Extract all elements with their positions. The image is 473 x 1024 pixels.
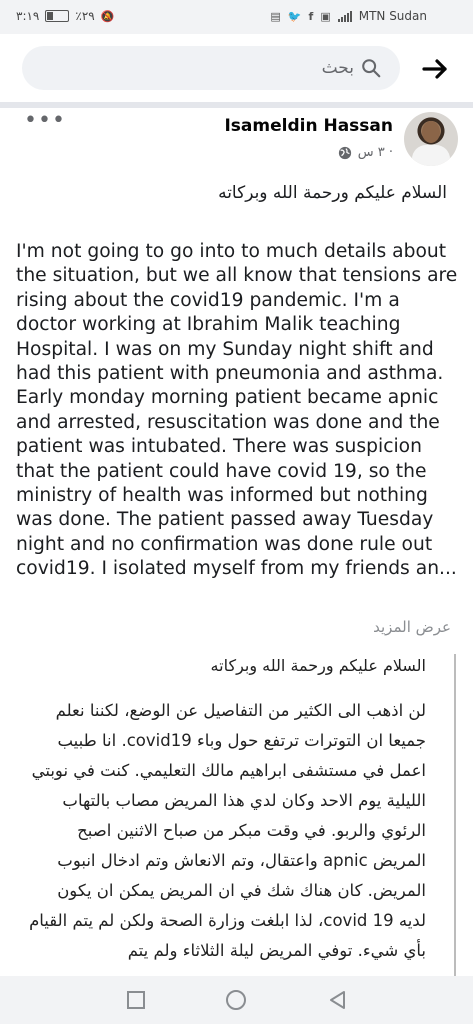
status-left: [16, 9, 114, 23]
home-icon[interactable]: [224, 988, 248, 1012]
image-edge: [454, 654, 456, 976]
search-icon: [360, 57, 382, 79]
post-time[interactable]: ٣ س ·: [357, 145, 393, 160]
search-bar[interactable]: [22, 46, 400, 90]
post-greeting: السلام عليكم ورحمة الله وبركاته: [218, 183, 447, 203]
post-author[interactable]: Isameldin Hassan: [224, 116, 393, 136]
notification-icon: ▤: [270, 9, 281, 23]
globe-icon[interactable]: [338, 146, 352, 160]
signal-icon: [338, 11, 352, 22]
battery-icon: [45, 10, 69, 22]
carrier-name: MTN Sudan: [358, 9, 427, 23]
clock: ٣:١٩: [16, 9, 40, 23]
image-body: لن اذهب الى الكثير من التفاصيل عن الوضع، لكننا نعلم جميعا ان التوترات ترتفع حول وباء covid19. انا طبيب اعمل في مستشفى ابراهيم مالك التعليمي. كنت في نوبتي الليلية يوم الاحد وكان لدي هذا المريض مصاب بالتهاب الرئوي والربو. في وقت مبكر من صباح الاثنين اصبح المريض apnic واعتقال، وتم الانعاش وتم ادخال انبوب المريض. كان هناك شك في ان المريض يمكن ان يكون لديه covid 19، لذا ابلغت وزارة الصحة ولكن لم يتم القيام بأي شيء. توفي المريض ليلة الثلاثاء ولم يتم: [29, 701, 426, 960]
recent-apps-icon[interactable]: [124, 988, 148, 1012]
twitter-icon: 🐦: [287, 9, 302, 23]
avatar-face: [422, 121, 440, 143]
mute-icon: 🔕: [100, 9, 115, 23]
more-options-icon[interactable]: •••: [24, 108, 66, 133]
back-triangle-icon[interactable]: [326, 988, 350, 1012]
gallery-icon: ▣: [320, 9, 331, 23]
battery-level: ٪٢٩: [75, 9, 95, 23]
see-more-link[interactable]: عرض المزيد: [373, 618, 451, 636]
section-divider: [0, 102, 473, 108]
post-meta: [338, 145, 393, 160]
avatar[interactable]: [404, 112, 458, 166]
back-arrow-icon[interactable]: [420, 54, 450, 84]
post-image[interactable]: [14, 648, 466, 978]
avatar-shirt: [412, 145, 450, 166]
search-input[interactable]: بحث: [321, 58, 354, 78]
post-body: I'm not going to go into to much details about the situation, but we all know that tensions are rising about the covid19 pandemic. I'm a doctor working at Ibrahim Malik teaching Hospital. I was on my Sunday night shift and had this patient with pneumonia and asthma. Early monday morning patient became apnic and arrested, resuscitation was done and the patient was intubated. There was suspicion that the patient could have covid 19, so the ministry of health was informed but nothing was done. The patient passed away Tuesday night and no confirmation was done rule out covid19. I isolated myself from my friends an...: [16, 241, 458, 580]
facebook-icon: f: [308, 9, 314, 23]
image-greeting: السلام عليكم ورحمة الله وبركاته: [210, 656, 426, 675]
status-right: [270, 9, 427, 23]
status-bar: [0, 0, 473, 34]
navigation-bar: [0, 976, 473, 1024]
top-header: [0, 34, 473, 102]
